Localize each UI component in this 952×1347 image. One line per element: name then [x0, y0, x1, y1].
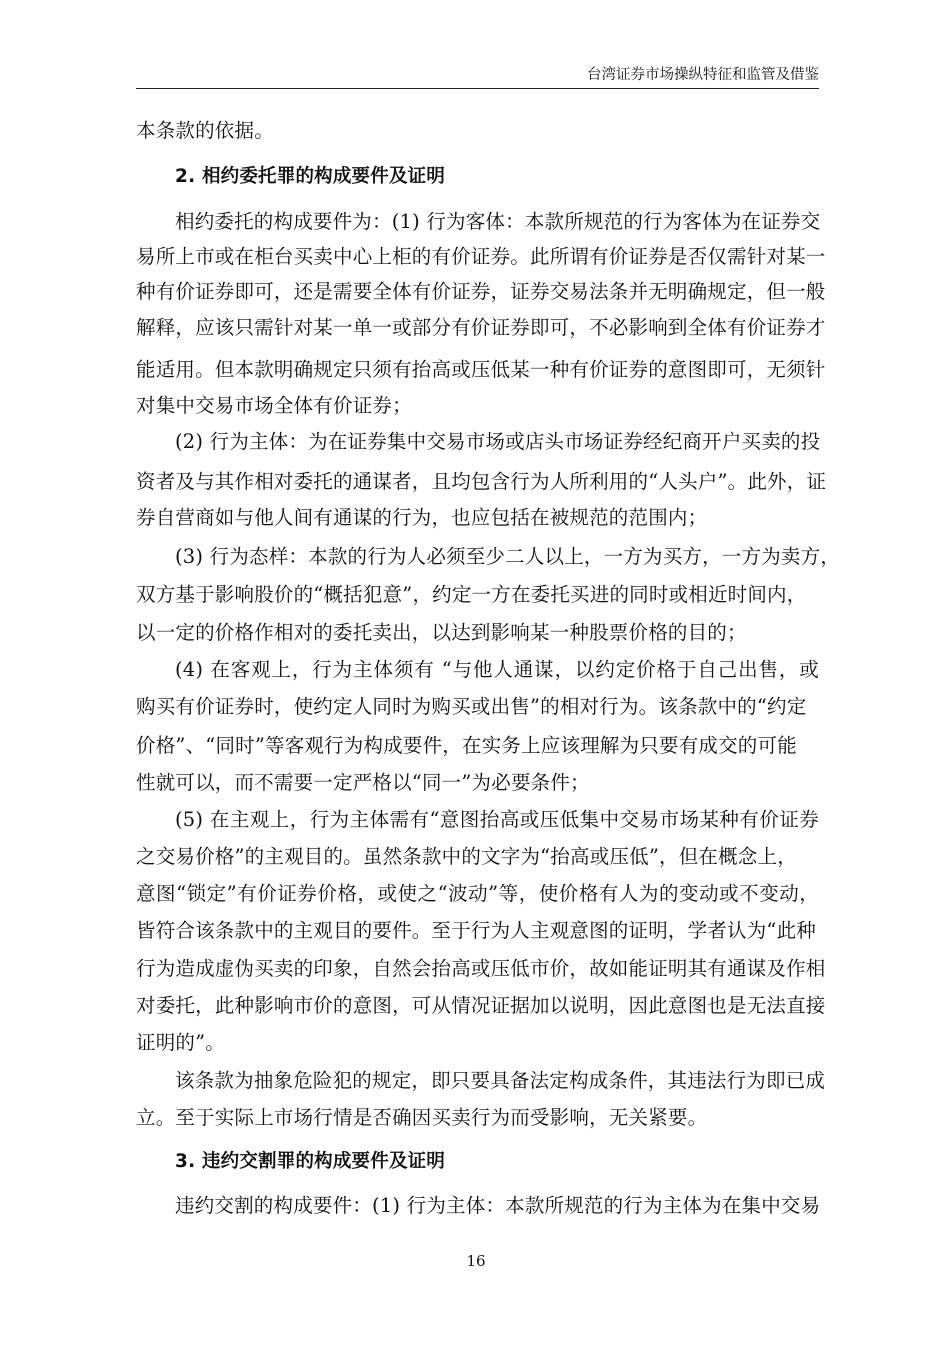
body-line: 对委托，此种影响市价的意图，可从情况证据加以说明，因此意图也是无法直接: [136, 994, 826, 1017]
body-line: 解释，应该只需针对某一单一或部分有价证券即可，不必影响到全体有价证券才: [136, 316, 826, 339]
body-line: 券自营商如与他人间有通谋的行为，也应包括在被规范的范围内；: [136, 506, 708, 529]
body-line: 以一定的价格作相对的委托卖出，以达到影响某一种股票价格的目的；: [136, 621, 747, 644]
body-line: 证明的”。: [136, 1031, 225, 1054]
body-line: 种有价证券即可，还是需要全体有价证券，证券交易法条并无明确规定，但一般: [136, 280, 826, 303]
body-line: 易所上市或在柜台买卖中心上柜的有价证券。此所谓有价证券是否仅需针对某一: [136, 245, 826, 268]
body-line: 性就可以，而不需要一定严格以“同一”为必要条件；: [136, 771, 590, 794]
body-line: 购买有价证券时，使约定人同时为购买或出售”的相对行为。该条款中的“约定: [136, 695, 807, 718]
running-header-title: 台湾证券市场操纵特征和监管及借鉴: [587, 67, 819, 83]
body-line: 资者及与其作相对委托的通谋者，且均包含行为人所利用的“人头户”。此外，证: [136, 470, 827, 493]
body-line: 立。至于实际上市场行情是否确因买卖行为而受影响，无关紧要。: [136, 1106, 708, 1129]
body-line: 本条款的依据。: [136, 119, 274, 142]
page-number: 16: [466, 1252, 486, 1270]
section-heading: 2. 相约委托罪的构成要件及证明: [175, 166, 446, 187]
body-line: 对集中交易市场全体有价证券；: [136, 394, 412, 417]
body-line: 行为造成虚伪买卖的印象，自然会抬高或压低市价，故如能证明其有通谋及作相: [136, 957, 826, 980]
body-line: (2) 行为主体：为在证券集中交易市场或店头市场证券经纪商开户买卖的投: [175, 430, 821, 453]
body-line: (4) 在客观上，行为主体须有 “与他人通谋，以约定价格于自己出售，或: [175, 658, 819, 681]
body-line: (3) 行为态样：本款的行为人必须至少二人以上，一方为买方，一方为卖方，: [175, 545, 841, 568]
body-line: 双方基于影响股价的“概括犯意”，约定一方在委托买进的同时或相近时间内，: [136, 583, 807, 606]
body-line: 能适用。但本款明确规定只须有抬高或压低某一种有价证券的意图即可，无须针: [136, 358, 826, 381]
body-line: 皆符合该条款中的主观目的要件。至于行为人主观意图的证明，学者认为“此种: [136, 919, 816, 942]
body-line: 该条款为抽象危险犯的规定，即只要具备法定构成条件，其违法行为即已成: [175, 1069, 826, 1092]
body-line: 相约委托的构成要件为：(1) 行为客体：本款所规范的行为客体为在证券交: [175, 210, 821, 233]
body-line: 意图“锁定”有价证券价格，或使之“波动”等，使价格有人为的变动或不变动，: [136, 882, 819, 905]
body-line: 价格”、“同时”等客观行为构成要件，在实务上应该理解为只要有成交的可能: [136, 734, 797, 757]
body-line: 违约交割的构成要件：(1) 行为主体：本款所规范的行为主体为在集中交易: [175, 1194, 821, 1217]
section-heading: 3. 违约交割罪的构成要件及证明: [175, 1151, 446, 1172]
body-line: 之交易价格”的主观目的。虽然条款中的文字为“抬高或压低”，但在概念上，: [136, 845, 797, 868]
body-line: (5) 在主观上，行为主体需有“意图抬高或压低集中交易市场某种有价证券: [175, 808, 819, 831]
header-rule: [136, 88, 819, 89]
